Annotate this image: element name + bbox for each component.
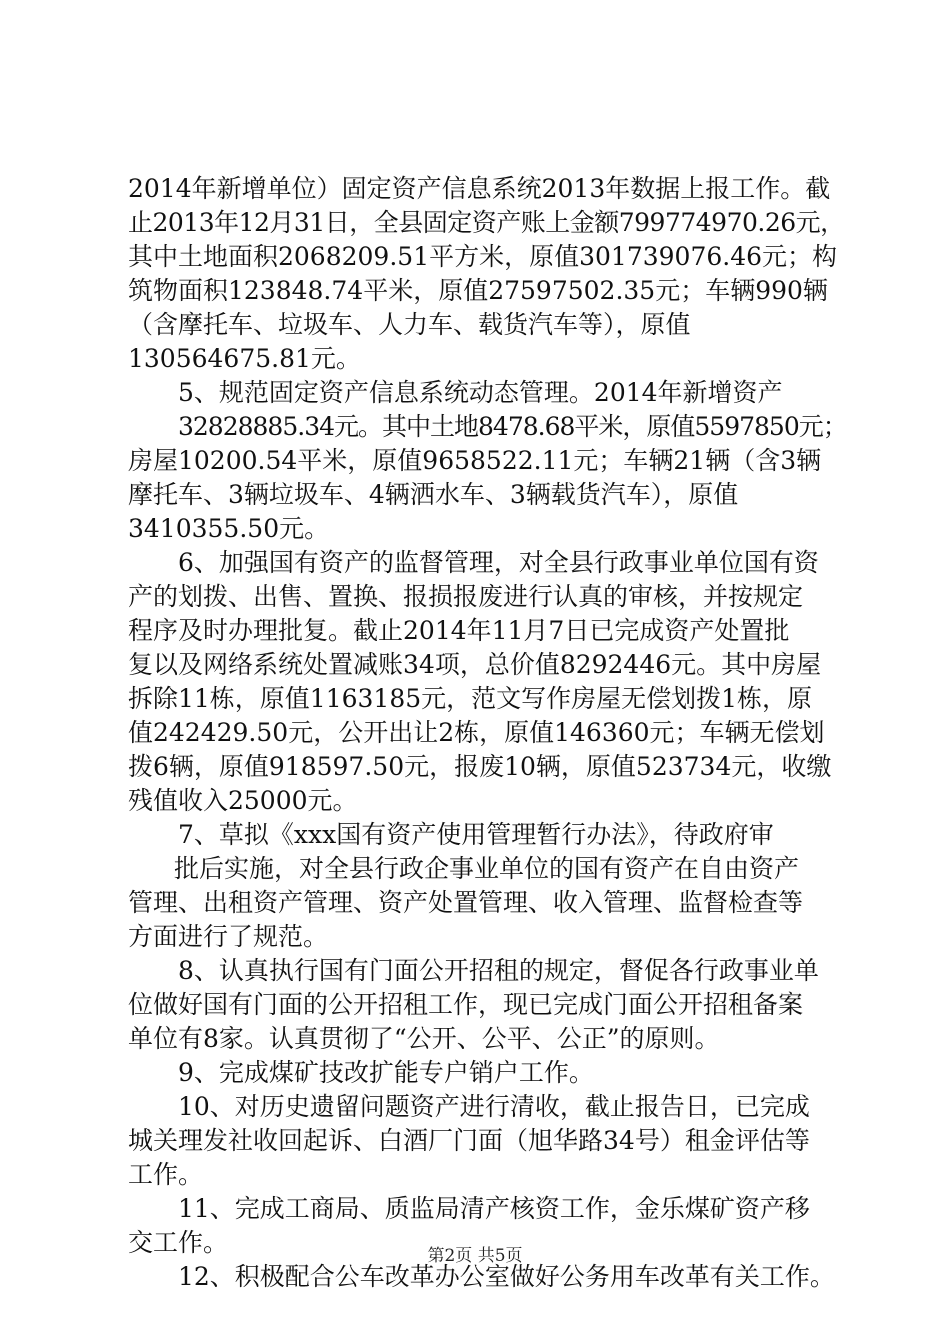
text-line: 其中土地面积2068209.51平方米，原值301739076.46元；构 xyxy=(128,242,838,271)
paragraph-5-start: 5、规范固定资产信息系统动态管理。2014年新增资产 xyxy=(178,378,783,407)
text-line: 32828885.34元。其中土地8478.68平米，原值5597850元； xyxy=(178,412,847,441)
paragraph-7-start: 7、草拟《xxx国有资产使用管理暂行办法》，待政府审 xyxy=(178,820,774,849)
text-line: 3410355.50元。 xyxy=(128,514,330,543)
text-line: 拆除11栋，原值1163185元，范文写作房屋无偿划拨1栋，原 xyxy=(128,684,813,713)
paragraph-12: 12、积极配合公车改革办公室做好公务用车改革有关工作。 xyxy=(178,1262,835,1291)
text-line: 止2013年12月31日，全县固定资产账上金额799774970.26元， xyxy=(128,208,845,237)
text-line: 程序及时办理批复。截止2014年11月7日已完成资产处置批 xyxy=(128,616,790,645)
text-line: 管理、出租资产管理、资产处置管理、收入管理、监督检查等 xyxy=(128,888,804,917)
text-line: 工作。 xyxy=(128,1160,204,1189)
text-line: 批后实施，对全县行政企事业单位的国有资产在自由资产 xyxy=(174,854,800,883)
text-line: 房屋10200.54平米，原值9658522.11元；车辆21辆（含3辆 xyxy=(128,446,822,475)
text-line: （含摩托车、垃圾车、人力车、载货汽车等），原值 xyxy=(128,310,691,339)
text-line: 筑物面积123848.74平米，原值27597502.35元；车辆990辆 xyxy=(128,276,828,305)
text-line: 值242429.50元，公开出让2栋，原值146360元；车辆无偿划 xyxy=(128,718,825,747)
text-line: 城关理发社收回起诉、白酒厂门面（旭华路34号）租金评估等 xyxy=(128,1126,810,1155)
paragraph-10-start: 10、对历史遗留问题资产进行清收，截止报告日，已完成 xyxy=(178,1092,810,1121)
paragraph-6-start: 6、加强国有资产的监督管理，对全县行政事业单位国有资 xyxy=(178,548,819,577)
text-line: 残值收入25000元。 xyxy=(128,786,358,815)
paragraph-11-start: 11、完成工商局、质监局清产核资工作，金乐煤矿资产移 xyxy=(178,1194,810,1223)
text-line: 摩托车、3辆垃圾车、4辆洒水车、3辆载货汽车），原值 xyxy=(128,480,739,509)
text-line: 交工作。 xyxy=(128,1228,229,1257)
text-line: 拨6辆，原值918597.50元，报废10辆，原值523734元，收缴 xyxy=(128,752,832,781)
text-line: 位做好国有门面的公开招租工作，现已完成门面公开招租备案 xyxy=(128,990,804,1019)
page-number-footer: 第2页 共5页 xyxy=(427,1246,523,1266)
text-line: 复以及网络系统处置减账34项，总价值8292446元。其中房屋 xyxy=(128,650,822,679)
document-body xyxy=(128,172,853,1294)
text-line: 产的划拨、出售、置换、报损报废进行认真的审核，并按规定 xyxy=(128,582,804,611)
paragraph-8-start: 8、认真执行国有门面公开招租的规定，督促各行政事业单 xyxy=(178,956,819,985)
text-line: 单位有8家。认真贯彻了“公开、公平、公正”的原则。 xyxy=(128,1024,720,1053)
text-line: 130564675.81元。 xyxy=(128,344,361,373)
text-line: 2014年新增单位）固定资产信息系统2013年数据上报工作。截 xyxy=(128,174,831,203)
text-line: 方面进行了规范。 xyxy=(128,922,329,951)
paragraph-9: 9、完成煤矿技改扩能专户销户工作。 xyxy=(178,1058,594,1087)
